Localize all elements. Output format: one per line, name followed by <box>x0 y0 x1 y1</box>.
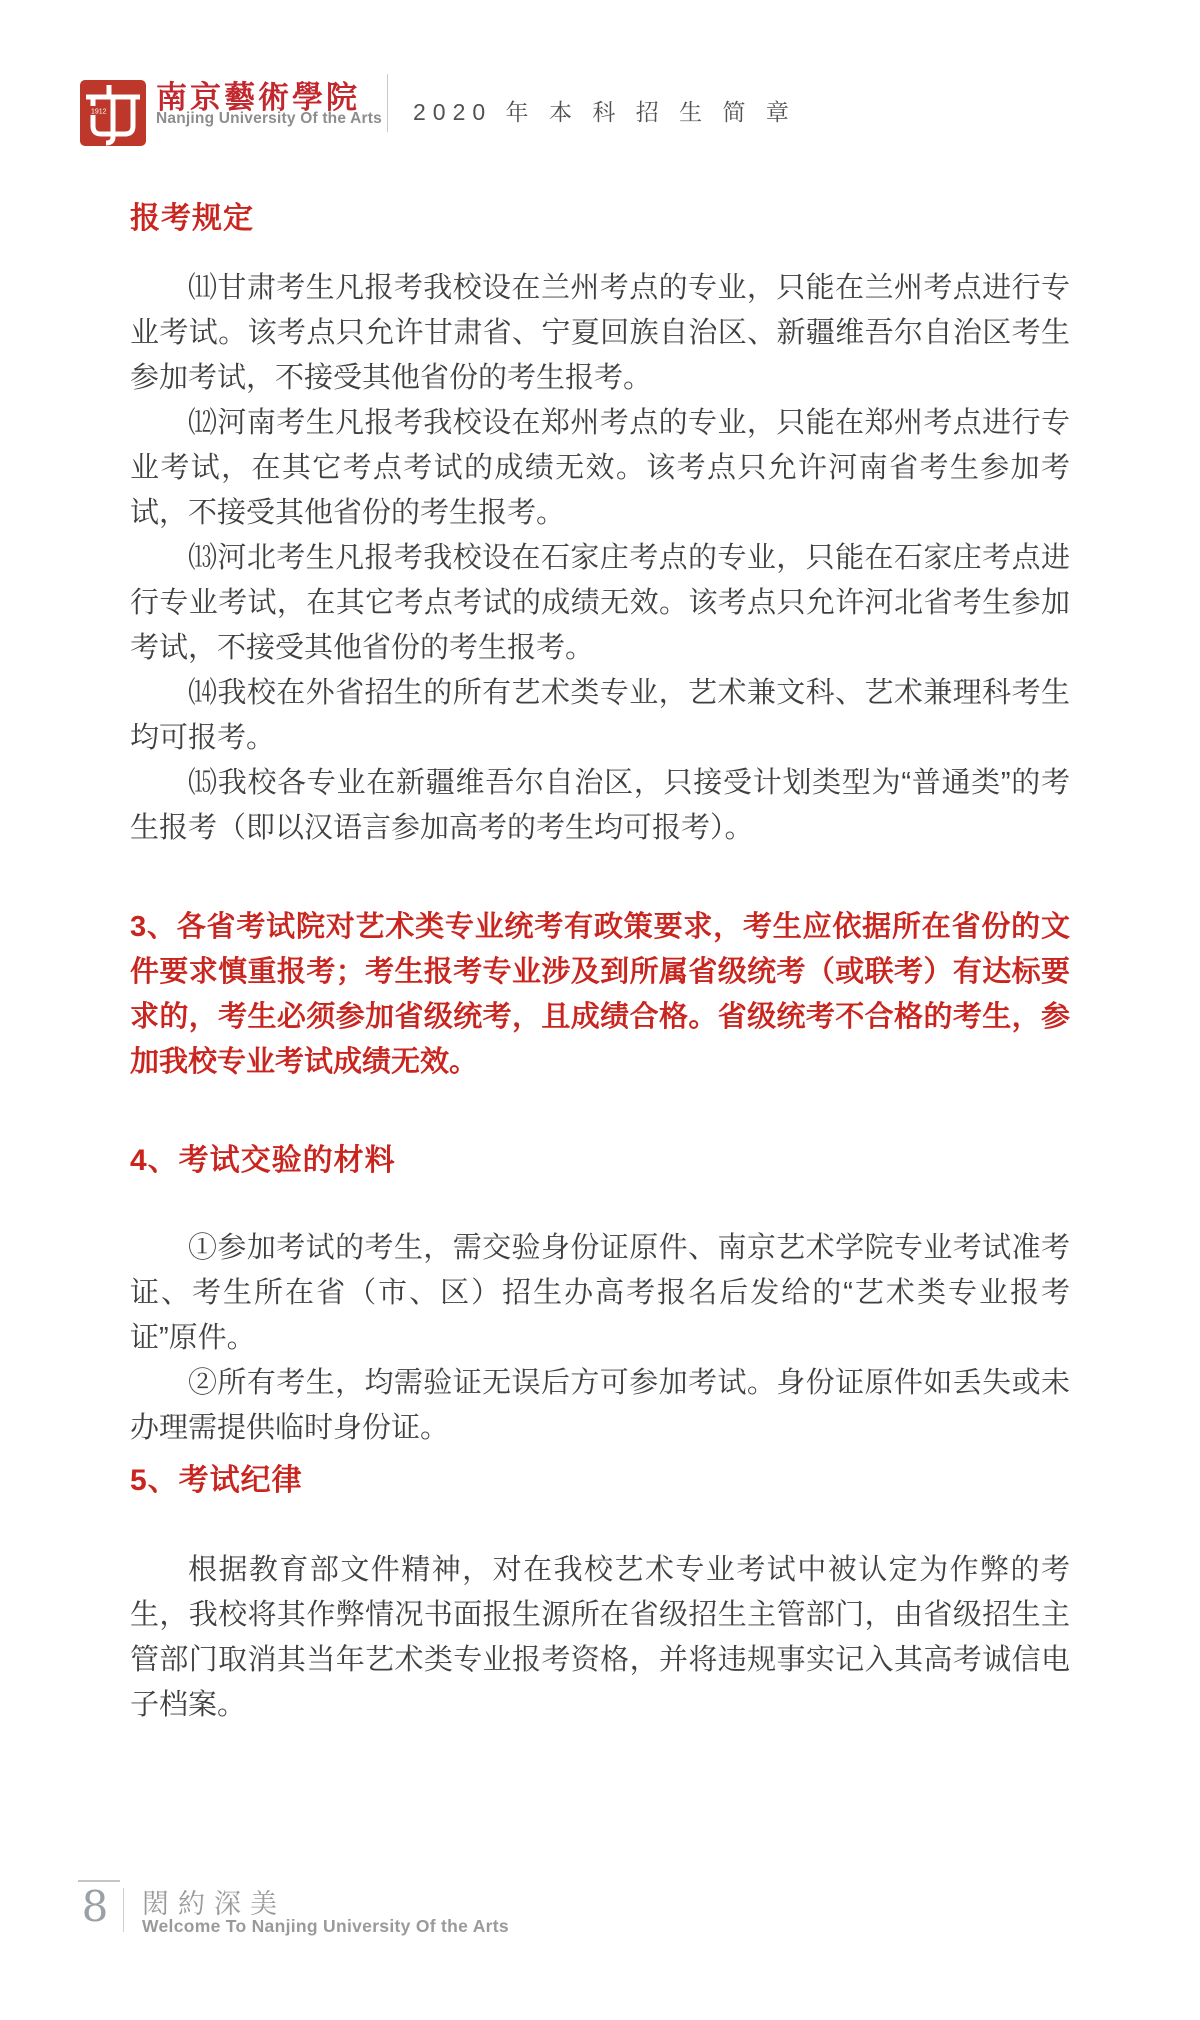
section-4-items <box>130 1226 1070 1451</box>
section-title: 报考规定 <box>130 202 254 235</box>
rule-paragraph-12: ⑿河南考生凡报考我校设在郑州考点的专业，只能在郑州考点进行专业考试，在其它考点考试的成绩无效。该考点只允许河南省考生参加考试，不接受其他省份的考生报考。 <box>130 407 1070 529</box>
rule-paragraph-11: ⑾甘肃考生凡报考我校设在兰州考点的专业，只能在兰州考点进行专业考试。该考点只允许甘肃省、宁夏回族自治区、新疆维吾尔自治区考生参加考试，不接受其他省份的考生报考。 <box>130 272 1070 394</box>
rule-paragraph-15: ⒂我校各专业在新疆维吾尔自治区，只接受计划类型为“普通类”的考生报考（即以汉语言参加高考的考生均可报考）。 <box>130 767 1070 844</box>
section-4-title: 4、考试交验的材料 <box>130 1144 396 1177</box>
welcome-text: Welcome To Nanjing University Of the Arts <box>142 1916 509 1936</box>
section-5-body <box>130 1548 1070 1728</box>
logo-name-cn: 南京藝術學院 <box>156 80 360 115</box>
notice-paragraph: 3、各省考试院对艺术类专业统考有政策要求，考生应依据所在省份的文件要求慎重报考；考生报考专业涉及到所属省级统考（或联考）有达标要求的，考生必须参加省级统考，且成绩合格。省级统考不合格的考生，参加我校专业考试成绩无效。 <box>130 911 1070 1078</box>
rules-list <box>130 266 1070 851</box>
rule-paragraph-13: ⒀河北考生凡报考我校设在石家庄考点的专业，只能在石家庄考点进行专业考试，在其它考点考试的成绩无效。该考点只允许河北省考生参加考试，不接受其他省份的考生报考。 <box>130 542 1070 664</box>
notice-section-3 <box>130 905 1070 1085</box>
page-number: 8 <box>81 1882 109 1931</box>
logo-name-en: Nanjing University Of the Arts <box>156 110 382 127</box>
school-motto: 閎約深美 <box>142 1889 286 1919</box>
section-5-title: 5、考试纪律 <box>130 1464 303 1497</box>
logo-year-text: 1912 <box>91 108 107 116</box>
material-item-1: ①参加考试的考生，需交验身份证原件、南京艺术学院专业考试准考证、考生所在省（市、区）招生办高考报名后发给的“艺术类专业报考证”原件。 <box>130 1232 1070 1354</box>
material-item-2: ②所有考生，均需验证无误后方可参加考试。身份证原件如丢失或未办理需提供临时身份证。 <box>130 1367 1070 1444</box>
footer-divider <box>123 1888 124 1932</box>
rule-paragraph-14: ⒁我校在外省招生的所有艺术类专业，艺术兼文科、艺术兼理科考生均可报考。 <box>130 677 1070 754</box>
discipline-paragraph: 根据教育部文件精神，对在我校艺术专业考试中被认定为作弊的考生，我校将其作弊情况书面报生源所在省级招生主管部门，由省级招生主管部门取消其当年艺术类专业报考资格，并将违规事实记入其高考诚信电子档案。 <box>130 1554 1070 1721</box>
header-divider <box>387 74 388 132</box>
brochure-title: 2020 年 本 科 招 生 简 章 <box>413 99 796 125</box>
university-seal-icon <box>80 80 146 146</box>
